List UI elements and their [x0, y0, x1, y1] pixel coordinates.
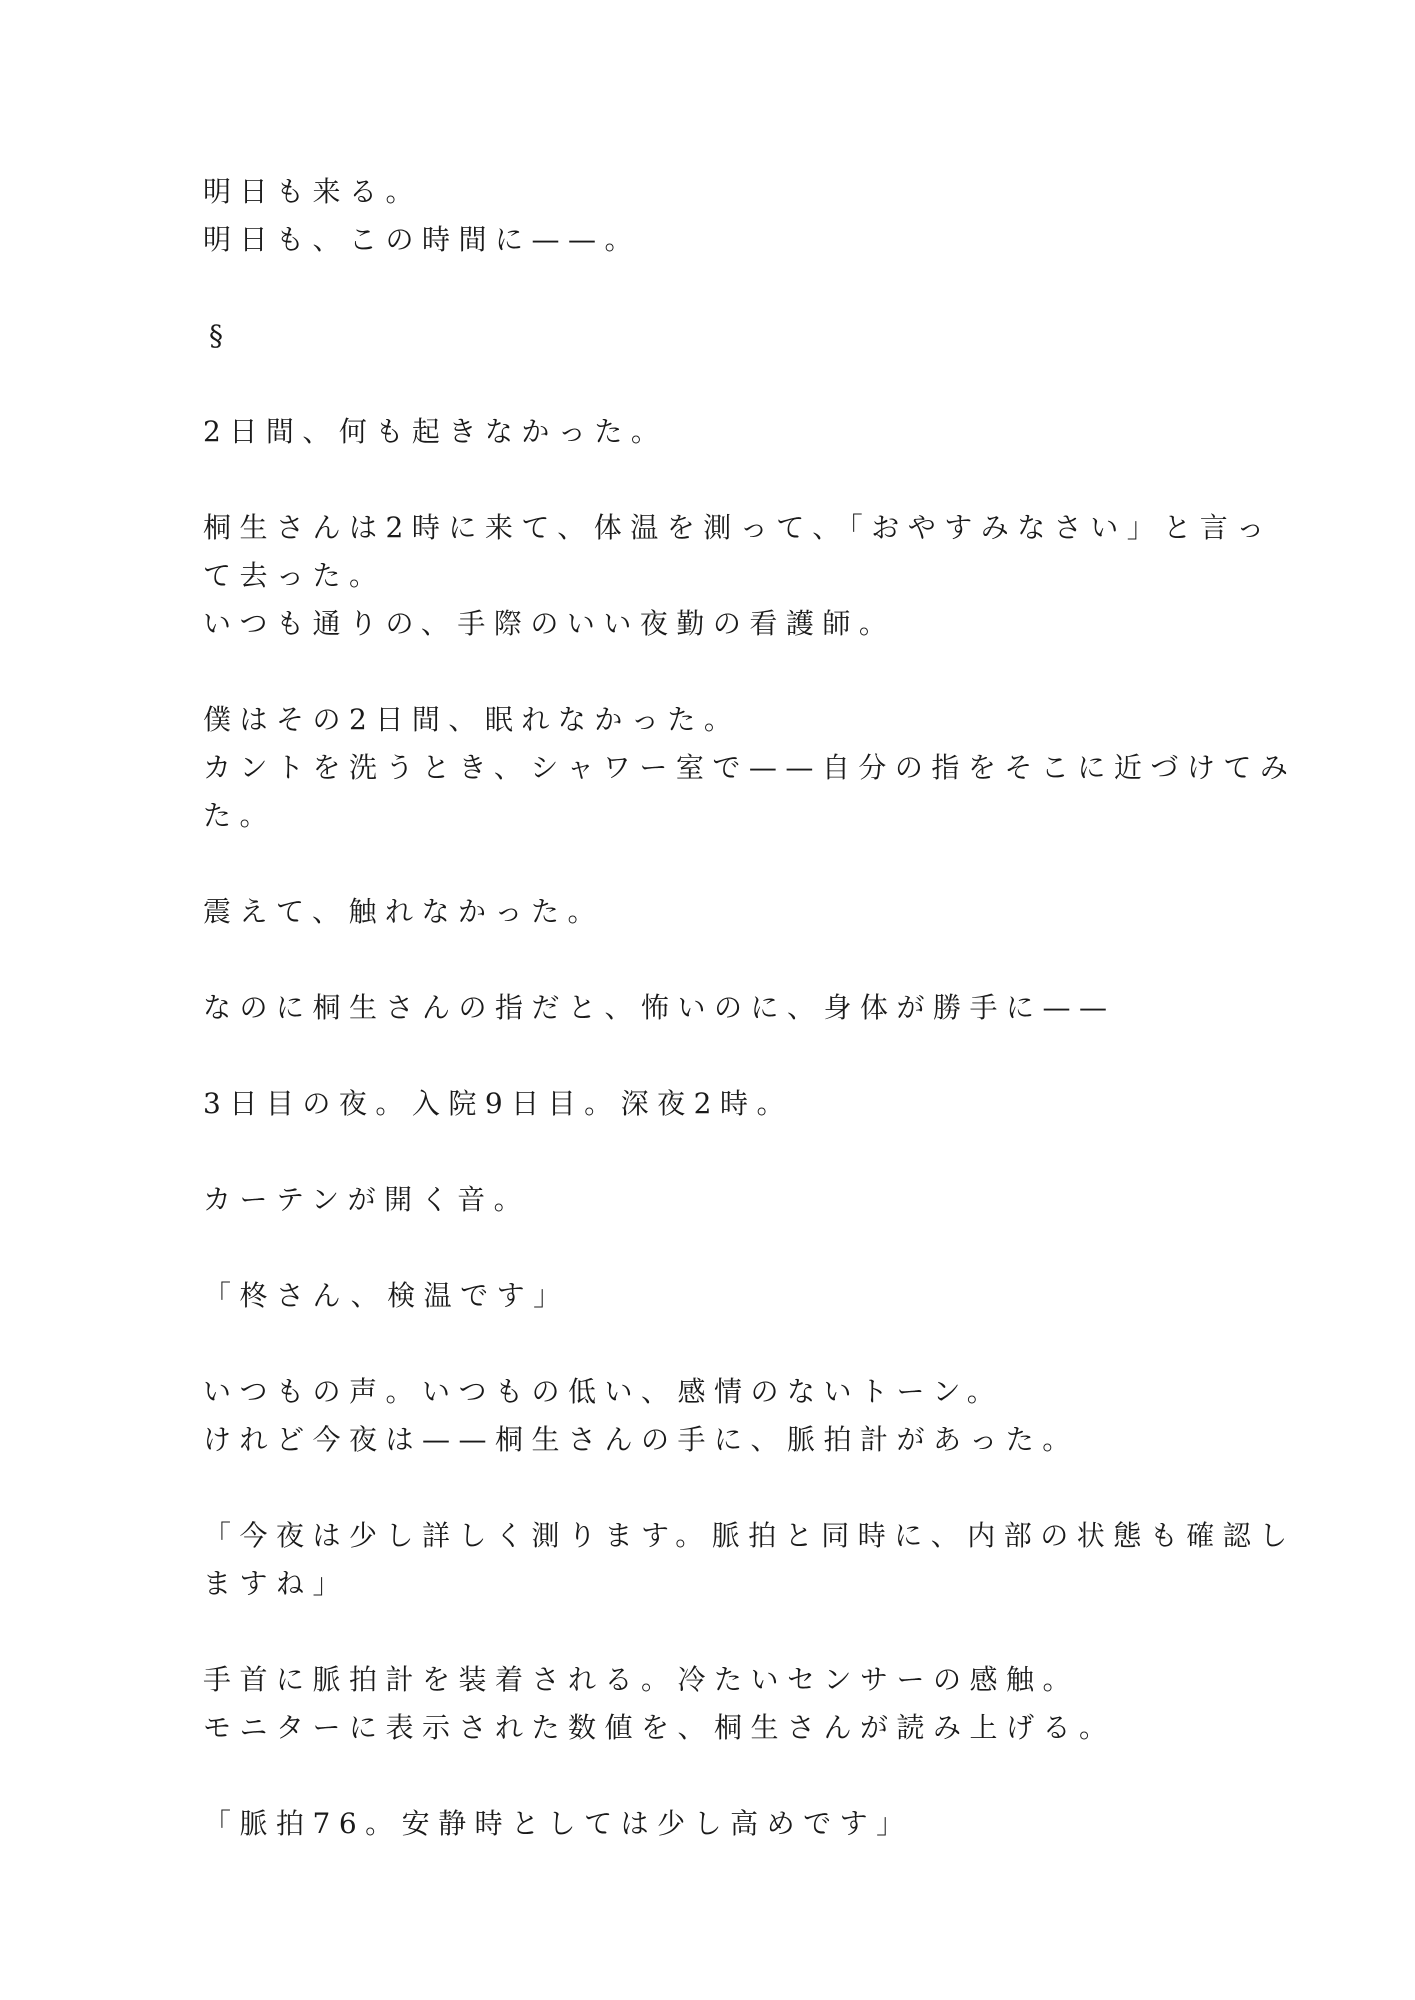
paragraph	[203, 408, 1213, 456]
text-line: 明日も、この時間に——。	[203, 223, 642, 256]
text-line: モニターに表示された数値を、桐生さんが読み上げる。	[203, 1711, 1116, 1744]
paragraph	[203, 168, 1213, 264]
dialogue-paragraph	[203, 1800, 1213, 1848]
text-line: 3日目の夜。入院9日目。深夜2時。	[203, 1087, 793, 1120]
paragraph	[203, 1080, 1213, 1128]
text-line: 「今夜は少し詳しく測ります。脈拍と同時に、内部の状態も確認し	[203, 1519, 1296, 1552]
text-line: カントを洗うとき、シャワー室で——自分の指をそこに近づけてみ	[203, 751, 1297, 784]
paragraph	[203, 984, 1213, 1032]
dialogue-paragraph	[203, 1512, 1296, 1608]
paragraph	[203, 504, 1273, 648]
text-line: 「柊さん、検温です」	[203, 1279, 570, 1312]
text-line: た。	[203, 799, 277, 832]
text-line: 「脈拍76。安静時としては少し高めです」	[203, 1807, 913, 1840]
text-line: いつもの声。いつもの低い、感情のないトーン。	[203, 1375, 1004, 1408]
text-line: 震えて、触れなかった。	[203, 895, 604, 928]
text-line: 明日も来る。	[203, 175, 423, 208]
text-line: いつも通りの、手際のいい夜勤の看護師。	[203, 607, 896, 640]
text-line: なのに桐生さんの指だと、怖いのに、身体が勝手に——	[203, 991, 1116, 1024]
text-line: けれど今夜は——桐生さんの手に、脈拍計があった。	[203, 1423, 1079, 1456]
text-line: 桐生さんは2時に来て、体温を測って、「おやすみなさい」と言っ	[203, 511, 1273, 544]
text-line: ますね」	[203, 1567, 350, 1600]
paragraph	[203, 1656, 1213, 1752]
section-symbol: §	[209, 319, 232, 352]
body-text	[203, 168, 1297, 1896]
text-line: 2日間、何も起きなかった。	[203, 415, 668, 448]
dialogue-paragraph	[203, 1272, 1213, 1320]
text-line: カーテンが開く音。	[203, 1183, 531, 1216]
text-line: 僕はその2日間、眠れなかった。	[203, 703, 741, 736]
paragraph	[203, 888, 1213, 936]
section-break	[209, 312, 1213, 360]
paragraph	[203, 696, 1297, 840]
paragraph	[203, 1176, 1213, 1224]
text-line: て去った。	[203, 559, 386, 592]
paragraph	[203, 1368, 1213, 1464]
text-line: 手首に脈拍計を装着される。冷たいセンサーの感触。	[203, 1663, 1080, 1696]
